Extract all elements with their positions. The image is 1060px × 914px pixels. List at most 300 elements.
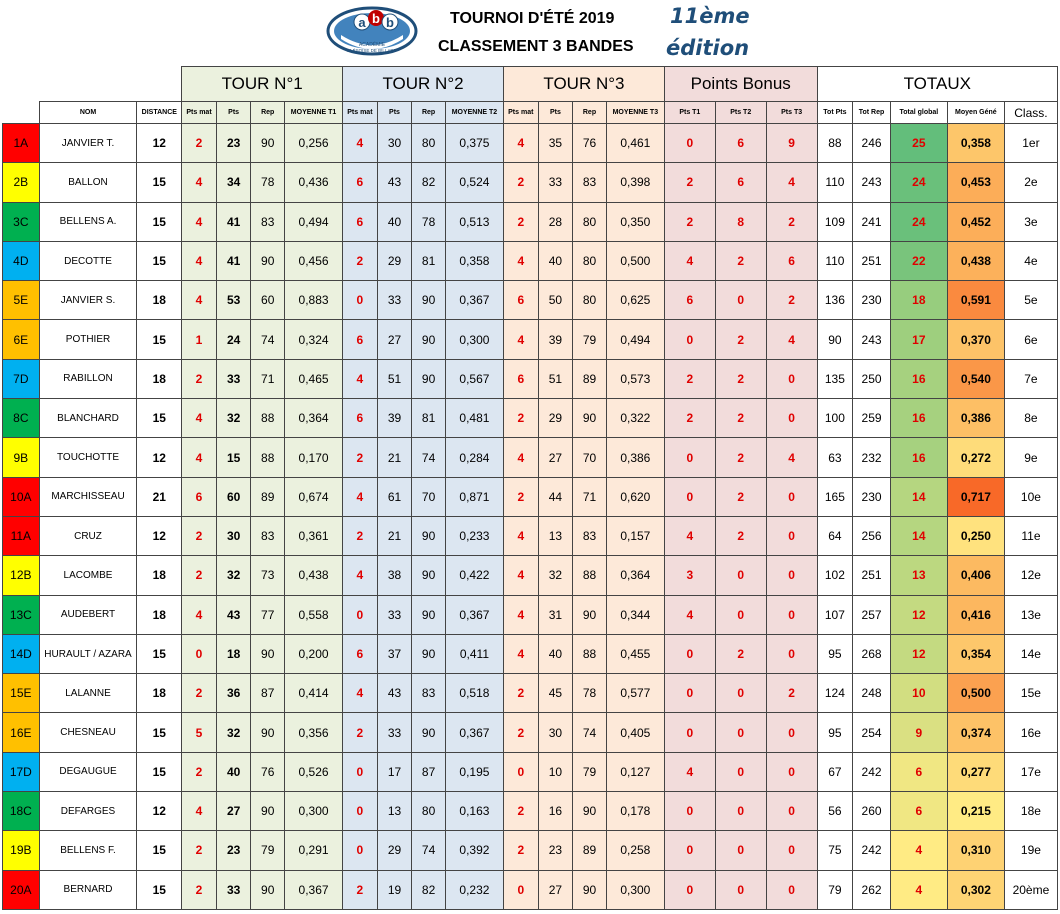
col-t1-moyenne: MOYENNE T1 [285,102,343,124]
classement: 1er [1004,124,1057,163]
col-tot-rep: Tot Rep [853,102,891,124]
t2-moyenne: 0,411 [445,634,503,673]
bonus-t2: 0 [715,752,766,791]
bonus-t3: 0 [766,792,817,831]
t2-pts: 33 [377,595,412,634]
t3-pts-mat: 0 [503,870,538,909]
table-row [3,713,1058,752]
total-global: 12 [890,595,947,634]
tot-rep: 254 [853,713,891,752]
t3-rep: 79 [573,320,607,359]
t2-pts-mat: 6 [343,399,378,438]
tot-pts: 90 [817,320,853,359]
classement: 7e [1004,359,1057,398]
bonus-t1: 2 [664,163,715,202]
player-distance: 21 [137,477,182,516]
table-row [3,634,1058,673]
bonus-t1: 0 [664,634,715,673]
bonus-t3: 0 [766,713,817,752]
table-row [3,792,1058,831]
t1-pts: 36 [216,674,251,713]
player-code: 20A [3,870,40,909]
t1-pts-mat: 2 [182,359,217,398]
bonus-t1: 2 [664,399,715,438]
player-distance: 15 [137,634,182,673]
moyen-gene: 0,277 [947,752,1004,791]
t1-pts-mat: 2 [182,516,217,555]
total-global: 14 [890,516,947,555]
moyen-gene: 0,302 [947,870,1004,909]
player-code: 4D [3,241,40,280]
t3-rep: 88 [573,634,607,673]
tot-rep: 248 [853,674,891,713]
t2-pts: 19 [377,870,412,909]
t2-pts-mat: 6 [343,202,378,241]
moyen-gene: 0,540 [947,359,1004,398]
academy-logo-icon [325,5,420,60]
t2-moyenne: 0,524 [445,163,503,202]
t1-rep: 90 [251,124,285,163]
t1-pts-mat: 0 [182,634,217,673]
t1-pts-mat: 2 [182,556,217,595]
svg-text:b: b [386,15,394,30]
t2-pts-mat: 4 [343,674,378,713]
tot-rep: 242 [853,752,891,791]
t2-rep: 80 [412,792,446,831]
moyen-gene: 0,215 [947,792,1004,831]
bonus-t1: 2 [664,202,715,241]
col-bonus-t2: Pts T2 [715,102,766,124]
t1-pts-mat: 2 [182,124,217,163]
bonus-t1: 0 [664,674,715,713]
player-distance: 18 [137,281,182,320]
t2-pts: 33 [377,713,412,752]
t2-rep: 83 [412,674,446,713]
col-nom: NOM [39,102,137,124]
classement: 10e [1004,477,1057,516]
t1-rep: 90 [251,713,285,752]
t1-pts-mat: 4 [182,241,217,280]
player-distance: 18 [137,359,182,398]
t1-pts-mat: 2 [182,752,217,791]
t3-pts-mat: 6 [503,281,538,320]
player-code: 18C [3,792,40,831]
col-t2-pts-mat: Pts mat [343,102,378,124]
svg-text:ACADÉMIE: ACADÉMIE [358,42,386,48]
moyen-gene: 0,250 [947,516,1004,555]
t1-pts-mat: 4 [182,202,217,241]
tot-pts: 95 [817,713,853,752]
t1-rep: 89 [251,477,285,516]
t1-pts-mat: 2 [182,870,217,909]
t3-pts: 35 [538,124,573,163]
t3-rep: 71 [573,477,607,516]
t3-pts: 50 [538,281,573,320]
col-class: Class. [1004,102,1057,124]
t2-rep: 82 [412,163,446,202]
tot-pts: 110 [817,241,853,280]
total-global: 16 [890,359,947,398]
t3-pts: 27 [538,870,573,909]
player-name: BERNARD [39,870,137,909]
bonus-t1: 3 [664,556,715,595]
t1-moyenne: 0,438 [285,556,343,595]
t1-pts: 40 [216,752,251,791]
bonus-t1: 4 [664,752,715,791]
bonus-t3: 0 [766,556,817,595]
t3-rep: 89 [573,831,607,870]
t3-rep: 80 [573,202,607,241]
t3-moyenne: 0,625 [606,281,664,320]
player-code: 12B [3,556,40,595]
t1-moyenne: 0,558 [285,595,343,634]
t2-moyenne: 0,422 [445,556,503,595]
t3-pts: 27 [538,438,573,477]
tot-rep: 230 [853,281,891,320]
t2-pts-mat: 4 [343,124,378,163]
bonus-t2: 2 [715,399,766,438]
tot-rep: 260 [853,792,891,831]
player-code: 14D [3,634,40,673]
bonus-t3: 0 [766,870,817,909]
t1-rep: 73 [251,556,285,595]
classement: 6e [1004,320,1057,359]
player-name: HURAULT / AZARA [39,634,137,673]
moyen-gene: 0,370 [947,320,1004,359]
t3-moyenne: 0,322 [606,399,664,438]
bonus-t3: 0 [766,752,817,791]
t2-pts-mat: 6 [343,634,378,673]
t1-rep: 83 [251,516,285,555]
bonus-t2: 2 [715,438,766,477]
t1-moyenne: 0,300 [285,792,343,831]
t2-rep: 82 [412,870,446,909]
tot-rep: 250 [853,359,891,398]
t2-moyenne: 0,367 [445,713,503,752]
svg-text:a: a [358,15,366,30]
classement: 9e [1004,438,1057,477]
t2-pts: 38 [377,556,412,595]
col-t3-moyenne: MOYENNE T3 [606,102,664,124]
t2-pts-mat: 4 [343,477,378,516]
t3-pts-mat: 4 [503,320,538,359]
t2-pts: 17 [377,752,412,791]
t3-rep: 90 [573,399,607,438]
player-name: BALLON [39,163,137,202]
player-code: 13C [3,595,40,634]
bonus-t2: 6 [715,124,766,163]
player-name: LALANNE [39,674,137,713]
t3-pts-mat: 0 [503,752,538,791]
player-code: 17D [3,752,40,791]
t1-moyenne: 0,436 [285,163,343,202]
bonus-t2: 2 [715,241,766,280]
classement: 18e [1004,792,1057,831]
player-distance: 15 [137,241,182,280]
bonus-t3: 0 [766,399,817,438]
t2-pts: 21 [377,438,412,477]
player-name: DECOTTE [39,241,137,280]
col-tot-pts: Tot Pts [817,102,853,124]
col-t1-pts-mat: Pts mat [182,102,217,124]
classement: 2e [1004,163,1057,202]
t1-pts: 23 [216,124,251,163]
bonus-t1: 0 [664,320,715,359]
player-distance: 15 [137,713,182,752]
player-code: 15E [3,674,40,713]
t2-rep: 81 [412,399,446,438]
t1-pts-mat: 4 [182,595,217,634]
bonus-t3: 2 [766,281,817,320]
player-code: 2B [3,163,40,202]
t2-pts-mat: 2 [343,241,378,280]
col-t1-rep: Rep [251,102,285,124]
t3-pts-mat: 4 [503,556,538,595]
total-global: 24 [890,202,947,241]
total-global: 22 [890,241,947,280]
classement: 17e [1004,752,1057,791]
t1-moyenne: 0,200 [285,634,343,673]
t1-rep: 90 [251,792,285,831]
t2-rep: 74 [412,438,446,477]
bonus-t2: 0 [715,870,766,909]
t1-pts: 33 [216,359,251,398]
t3-pts-mat: 4 [503,438,538,477]
t1-pts: 34 [216,163,251,202]
total-global: 13 [890,556,947,595]
t2-moyenne: 0,518 [445,674,503,713]
moyen-gene: 0,717 [947,477,1004,516]
bonus-t2: 2 [715,634,766,673]
tot-pts: 95 [817,634,853,673]
t2-pts: 61 [377,477,412,516]
t3-moyenne: 0,386 [606,438,664,477]
player-code: 8C [3,399,40,438]
bonus-t3: 4 [766,438,817,477]
player-name: JANVIER S. [39,281,137,320]
tot-rep: 257 [853,595,891,634]
t1-pts-mat: 4 [182,163,217,202]
t2-pts: 43 [377,674,412,713]
t1-rep: 76 [251,752,285,791]
classement: 14e [1004,634,1057,673]
moyen-gene: 0,452 [947,202,1004,241]
t3-moyenne: 0,157 [606,516,664,555]
t2-pts-mat: 2 [343,516,378,555]
t1-moyenne: 0,494 [285,202,343,241]
col-bonus-t3: Pts T3 [766,102,817,124]
t3-moyenne: 0,573 [606,359,664,398]
t1-moyenne: 0,465 [285,359,343,398]
t2-pts-mat: 6 [343,320,378,359]
tot-pts: 56 [817,792,853,831]
t1-rep: 90 [251,634,285,673]
t1-moyenne: 0,414 [285,674,343,713]
t3-rep: 89 [573,359,607,398]
t3-pts-mat: 2 [503,163,538,202]
total-global: 6 [890,792,947,831]
player-distance: 18 [137,595,182,634]
t3-rep: 88 [573,556,607,595]
t3-pts: 29 [538,399,573,438]
classement: 12e [1004,556,1057,595]
player-code: 5E [3,281,40,320]
t2-pts-mat: 2 [343,438,378,477]
classement: 11e [1004,516,1057,555]
player-name: JANVIER T. [39,124,137,163]
t2-pts: 33 [377,281,412,320]
tot-pts: 165 [817,477,853,516]
t1-rep: 71 [251,359,285,398]
classement: 3e [1004,202,1057,241]
tot-rep: 262 [853,870,891,909]
bonus-t2: 0 [715,595,766,634]
total-global: 17 [890,320,947,359]
t2-pts: 51 [377,359,412,398]
tot-pts: 109 [817,202,853,241]
bonus-t3: 0 [766,516,817,555]
t3-pts-mat: 4 [503,634,538,673]
t2-rep: 87 [412,752,446,791]
table-row [3,281,1058,320]
t1-pts: 30 [216,516,251,555]
t3-pts: 13 [538,516,573,555]
table-row [3,124,1058,163]
t1-rep: 74 [251,320,285,359]
col-t3-pts: Pts [538,102,573,124]
t1-moyenne: 0,291 [285,831,343,870]
t1-moyenne: 0,526 [285,752,343,791]
moyen-gene: 0,374 [947,713,1004,752]
moyen-gene: 0,438 [947,241,1004,280]
page-header [0,0,1060,66]
t2-pts-mat: 0 [343,752,378,791]
t3-pts-mat: 4 [503,595,538,634]
t3-rep: 80 [573,241,607,280]
table-row [3,674,1058,713]
tot-pts: 100 [817,399,853,438]
t1-rep: 79 [251,831,285,870]
t2-moyenne: 0,163 [445,792,503,831]
t1-rep: 88 [251,399,285,438]
moyen-gene: 0,406 [947,556,1004,595]
t2-pts-mat: 4 [343,359,378,398]
t2-moyenne: 0,481 [445,399,503,438]
player-distance: 15 [137,831,182,870]
t3-pts: 30 [538,713,573,752]
t2-pts: 39 [377,399,412,438]
moyen-gene: 0,358 [947,124,1004,163]
col-t2-pts: Pts [377,102,412,124]
player-distance: 15 [137,870,182,909]
t1-rep: 88 [251,438,285,477]
t2-moyenne: 0,392 [445,831,503,870]
tot-rep: 232 [853,438,891,477]
table-row [3,831,1058,870]
moyen-gene: 0,500 [947,674,1004,713]
t1-pts: 33 [216,870,251,909]
t3-rep: 90 [573,595,607,634]
player-name: CRUZ [39,516,137,555]
t3-pts: 39 [538,320,573,359]
t2-rep: 74 [412,831,446,870]
bonus-t3: 4 [766,320,817,359]
t1-rep: 60 [251,281,285,320]
bonus-t3: 4 [766,163,817,202]
tot-rep: 241 [853,202,891,241]
group-tour2: TOUR N°2 [343,67,504,102]
t2-pts-mat: 0 [343,595,378,634]
classement: 5e [1004,281,1057,320]
t2-pts: 13 [377,792,412,831]
group-tour1: TOUR N°1 [182,67,343,102]
t3-moyenne: 0,127 [606,752,664,791]
t3-pts-mat: 2 [503,792,538,831]
bonus-t2: 2 [715,359,766,398]
t2-pts-mat: 0 [343,831,378,870]
t2-pts: 37 [377,634,412,673]
player-name: BELLENS A. [39,202,137,241]
total-global: 4 [890,831,947,870]
svg-text:b: b [372,11,380,26]
bonus-t2: 0 [715,713,766,752]
t3-rep: 76 [573,124,607,163]
player-name: AUDEBERT [39,595,137,634]
t1-moyenne: 0,356 [285,713,343,752]
t1-moyenne: 0,367 [285,870,343,909]
t3-moyenne: 0,577 [606,674,664,713]
t1-moyenne: 0,361 [285,516,343,555]
t2-rep: 90 [412,556,446,595]
t2-moyenne: 0,367 [445,281,503,320]
player-distance: 12 [137,792,182,831]
t1-moyenne: 0,456 [285,241,343,280]
bonus-t1: 4 [664,516,715,555]
t2-pts-mat: 2 [343,870,378,909]
table-row [3,752,1058,791]
t2-pts-mat: 4 [343,556,378,595]
player-name: CHESNEAU [39,713,137,752]
t2-pts: 43 [377,163,412,202]
t1-pts-mat: 2 [182,831,217,870]
t3-pts-mat: 4 [503,516,538,555]
t1-moyenne: 0,324 [285,320,343,359]
player-code: 16E [3,713,40,752]
t3-moyenne: 0,620 [606,477,664,516]
t1-pts-mat: 4 [182,399,217,438]
player-code: 1A [3,124,40,163]
t3-moyenne: 0,500 [606,241,664,280]
t2-pts-mat: 2 [343,713,378,752]
t3-rep: 83 [573,516,607,555]
classement: 13e [1004,595,1057,634]
tot-rep: 251 [853,556,891,595]
t1-moyenne: 0,364 [285,399,343,438]
player-distance: 12 [137,124,182,163]
t3-pts: 23 [538,831,573,870]
col-t3-pts-mat: Pts mat [503,102,538,124]
t3-rep: 70 [573,438,607,477]
tot-rep: 243 [853,163,891,202]
table-row [3,870,1058,909]
classement: 16e [1004,713,1057,752]
t1-pts: 60 [216,477,251,516]
total-global: 6 [890,752,947,791]
table-row [3,438,1058,477]
t1-moyenne: 0,170 [285,438,343,477]
moyen-gene: 0,416 [947,595,1004,634]
t1-pts-mat: 5 [182,713,217,752]
